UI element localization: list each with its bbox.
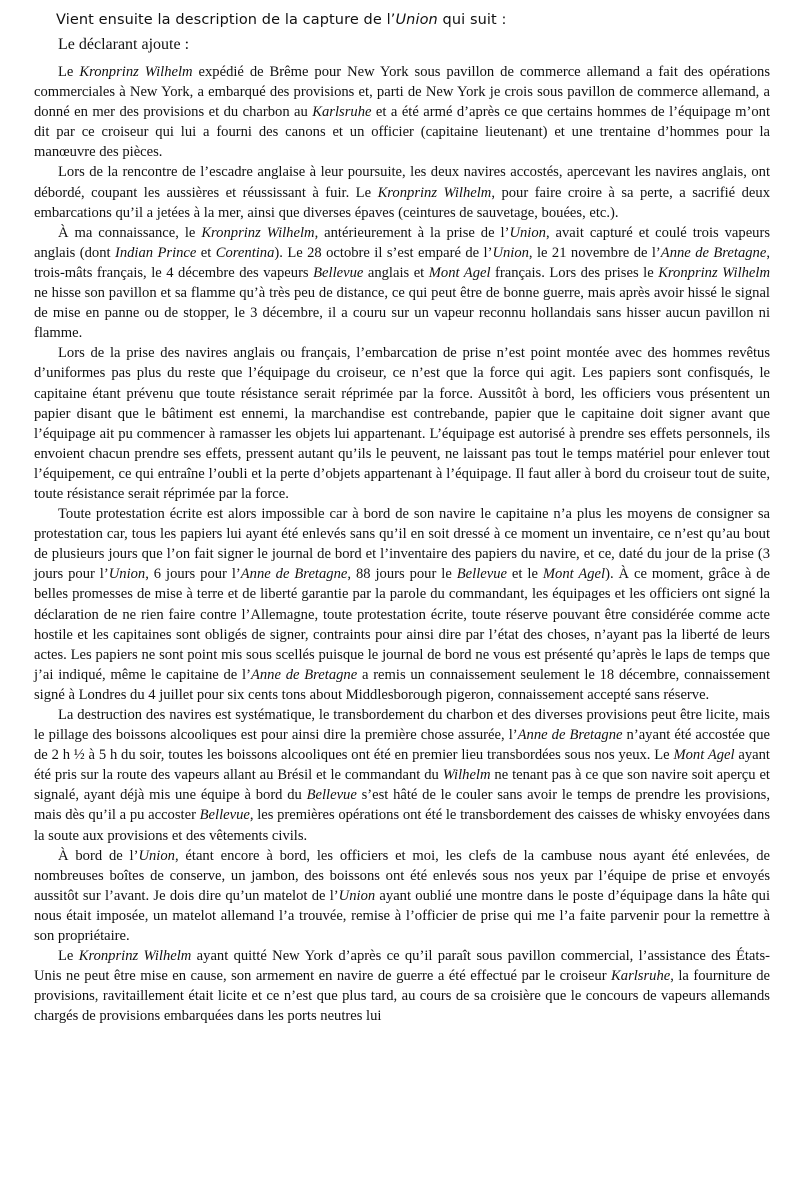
body-paragraph	[34, 223, 770, 344]
italic-text-run: Bellevue	[456, 566, 507, 583]
text-run: Le	[58, 64, 80, 80]
text-run: Lors de la prise des navires anglais ou français, l’embarcation de prise n’est point montée avec des hommes revêtus d’uniformes pas plus du reste que l’équipage du croiseur, ce n’est que la force qui agit. Les papiers sont confisqués, le capitaine étant prévenu que toute résistance serait réprimée par la force. Aussitôt à bord, les officiers vous présentent un papier disant que le bâtiment est ennemi, la marchandise est contrebande, papier que le capitaine doit signer avant que l’équipage ait pu commencer à ramasser les objets lui appartenant. L’équipage est autorisé à prendre ses effets personnels, ils envoient chacun prendre ses effets, pressent autant qu’ils le peuvent, ne laissant pas tout le temps matériel pour enlever tout l’équipement, ce qui entraîne l’oubli et la perte d’objets appartenant à l’équipage. Il faut aller à bord du croiseur tout de suite, toute résistance serait réprimée par la force.	[34, 345, 770, 502]
italic-text-run: Union	[338, 887, 376, 904]
text-run: a remis un connaissement seulement le 18 décembre, connaissement signé à Londres du 4 juillet pour six cents tons about Middlesborough pigeron, connaissement accepté sans réserve.	[34, 666, 770, 703]
text-run: , 88 jours pour le	[347, 566, 457, 583]
body-paragraph	[34, 705, 770, 846]
body-paragraph	[34, 343, 770, 504]
intro-text-before: Vient ensuite la description de la capture de l’	[56, 12, 396, 28]
italic-text-run: Mont Agel	[673, 747, 735, 764]
italic-text-run: Kronprinz Wilhelm	[201, 224, 315, 241]
text-run: ayant oublié une montre dans le poste d’équipage dans la hâte qui nous était imposée, un matelot allemand l’a trouvée, remise à l’officier de prise qui me l’a faite parvenir pour la remettre à son propriétaire.	[34, 887, 770, 945]
text-run: et le	[506, 566, 543, 583]
italic-text-run: Corentina	[215, 244, 275, 261]
text-run: , la fourniture de provisions, ravitaillement était licite et ce n’est que plus tard, au cours de sa croisière que le concours de vapeurs allemands chargés de provisions embarquées dans les ports neutres lui	[34, 968, 770, 1025]
intro-ship-name: Union	[395, 12, 438, 28]
italic-text-run: Bellevue	[306, 787, 357, 804]
text-run: À ma connaissance, le	[58, 224, 202, 241]
body-paragraph	[34, 504, 770, 705]
italic-text-run: Anne de Bretagne	[660, 244, 767, 261]
text-run: , le 21 novembre de l’	[528, 244, 661, 261]
text-run: ayant été pris sur la route des vapeurs allant au Brésil et le commandant du	[34, 747, 770, 784]
declarant-line: Le déclarant ajoute :	[58, 36, 190, 53]
text-run: s’est hâté de le couler sans avoir le temps de prendre les provisions, mais dès qu’il a pu accoster	[34, 787, 771, 824]
intro-text-after: qui suit :	[437, 12, 507, 28]
intro-line	[56, 8, 770, 32]
italic-text-run: Anne de Bretagne	[517, 727, 623, 744]
text-run: Toute protestation écrite est alors impossible car à bord de son navire le capitaine n’a plus les moyens de consigner sa protestation car, tous les papiers lui ayant été enlevés sans qu’il en soit dressé à ce moment un inventaire, ce n’est qu’au bout de plusieurs jours que l’on fait signer le journal de bord et l’inventaire des papiers du navire, et ce, daté du jour de la prise (3 jours pour l’	[34, 506, 770, 583]
italic-text-run: Anne de Bretagne	[240, 566, 348, 583]
italic-text-run: Union	[138, 847, 175, 864]
italic-text-run: Mont Agel	[542, 566, 606, 583]
italic-text-run: Union	[509, 224, 546, 241]
text-run: expédié de Brême pour New York sous pavillon de commerce allemand a fait des opérations commerciales à New York, a embarqué des provisions et, parti de New York je crois sous pavillon de commerce allemand, a donné en mer des provisions et du charbon au	[34, 64, 771, 121]
body-paragraph	[34, 162, 770, 222]
text-run: ayant quitté New York d’après ce qu’il paraît sous pavillon commercial, l’assistance des États-Unis ne peut être mise en cause, son armement en navire de guerre a été effectué par le croiseur	[34, 948, 770, 985]
italic-text-run: Union	[108, 566, 146, 583]
italic-text-run: Karlsruhe	[611, 968, 671, 985]
italic-text-run: Anne de Bretagne	[250, 666, 358, 683]
italic-text-run: Mont Agel	[428, 264, 491, 281]
text-run: Le	[58, 948, 79, 965]
text-run: , pour faire croire à sa perte, a sacrifié deux embarcations qu’il a jetées à la mer, ainsi que diverses épaves (ceintures de sauvetage, bouées, etc.).	[34, 184, 770, 221]
italic-text-run: Bellevue	[199, 807, 250, 824]
text-run: n’ayant été accostée que de 2 h ½ à 5 h du soir, toutes les boissons alcooliques ont été en premier lieu transbordées sous nos yeux. Le	[34, 727, 770, 764]
italic-text-run: Wilhelm	[442, 767, 491, 784]
text-run: , les premières opérations ont été le transbordement des caisses de whisky envoyées dans la soute aux provisions et des vêtements civils.	[34, 807, 771, 844]
italic-text-run: Kronprinz Wilhelm	[78, 948, 192, 965]
text-run: Lors de la rencontre de l’escadre anglaise à leur poursuite, les deux navires accostés, apercevant les navires anglais, ont débordé, coupant les aussières et réussissant à fuir. Le	[34, 164, 770, 201]
text-run: , étant encore à bord, les officiers et moi, les clefs de la cambuse nous ayant été enlevées, de nombreuses boîtes de conserve, un jambon, des boissons ont été enlevés sous nos yeux par l’équipe de prise et envoyés aussitôt sur l’avant. Je dois dire qu’un matelot de l’	[34, 847, 770, 904]
document-body	[34, 62, 770, 1027]
body-paragraph	[34, 846, 770, 946]
italic-text-run: Kronprinz Wilhelm	[658, 264, 770, 281]
italic-text-run: Kronprinz Wilhelm	[79, 64, 193, 80]
text-run: À bord de l’	[58, 847, 139, 864]
italic-text-run: Indian Prince	[114, 244, 197, 261]
body-paragraph	[34, 946, 770, 1026]
italic-text-run: Union	[492, 244, 529, 261]
text-run: La destruction des navires est systématique, le transbordement du charbon et des diverses provisions peut être licite, mais le pillage des boissons alcooliques est pour ainsi dire la première chose assurée, l’	[34, 707, 770, 744]
text-run: et a été armé d’après ce que certains hommes de l’équipage m’ont dit par ce croiseur qui lui a fourni des canons et un officier (capitaine lieutenant) et une trentaine d’hommes pour la manœuvre des pièces.	[34, 104, 770, 161]
text-run: , avait capturé et coulé trois vapeurs anglais (dont	[34, 224, 771, 261]
text-run: , antérieurement à la prise de l’	[314, 224, 510, 241]
text-run: et	[196, 244, 216, 261]
text-run: , 6 jours pour l’	[145, 566, 241, 583]
text-run: , trois-mâts français, le 4 décembre des vapeurs	[34, 244, 770, 281]
italic-text-run: Bellevue	[313, 264, 364, 281]
text-run: français. Lors des prises le	[490, 264, 659, 281]
body-paragraph	[34, 62, 770, 162]
italic-text-run: Kronprinz Wilhelm	[377, 184, 492, 201]
text-run: anglais et	[363, 264, 429, 281]
text-run: ne tenant pas à ce que son navire soit aperçu et signalé, ayant déjà mis une équipe à bord du	[34, 767, 770, 804]
text-run: ). À ce moment, grâce à de belles promesses de mise à terre et de liberté garantie par la parole du commandant, les équipages et les officiers ont signé la déclaration de ne rien faire contre l’Allemagne, toute protestation écrite, toute réserve pouvant être considérée comme acte hostile et les capitaines sont obligés de signer, contraints pour ainsi dire par l’état des choses, n’ayant pas la liberté de leurs actes. Les papiers ne sont point mis sous scellés puisque le journal de bord ne vous est présenté qu’après le laps de temps que j’ai indiqué, même le capitaine de l’	[34, 566, 771, 683]
text-run: ). Le 28 octobre il s’est emparé de l’	[274, 244, 493, 261]
text-run: ne hisse son pavillon et sa flamme qu’à très peu de distance, ce qui peut être de bonne guerre, mais après avoir hissé le signal de mise en panne ou de stopper, le 3 décembre, il a couru sur un vapeur reconnu hollandais sans hisser aucun pavillon ni flamme.	[34, 285, 770, 342]
italic-text-run: Karlsruhe	[312, 104, 372, 121]
